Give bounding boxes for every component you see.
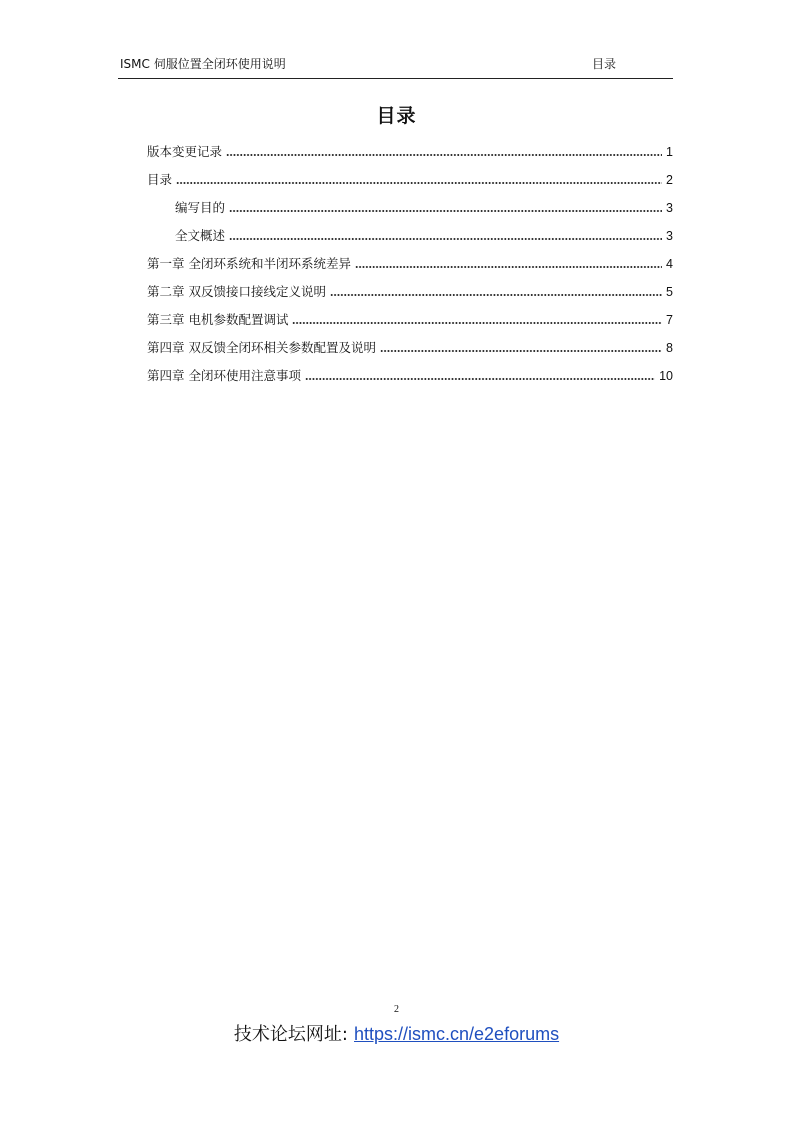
toc-entry-page: 4 (666, 257, 673, 271)
toc-dot-leader (226, 153, 662, 157)
toc-entry-page: 10 (659, 369, 673, 383)
toc-entry-page: 8 (666, 341, 673, 355)
toc-dot-leader (176, 181, 662, 185)
toc-entry-purpose[interactable] (175, 199, 673, 217)
toc-dot-leader (380, 349, 662, 353)
toc-dot-leader (305, 377, 655, 381)
toc-entry-label: 第一章 全闭环系统和半闭环系统差异 (147, 256, 351, 271)
toc-entry-label: 第四章 双反馈全闭环相关参数配置及说明 (147, 340, 376, 355)
toc-entry-page: 3 (666, 229, 673, 243)
toc-entry-chapter-4-params[interactable] (147, 339, 673, 357)
toc-entry-version-history[interactable] (147, 143, 673, 161)
toc-entry-chapter-4-notes[interactable] (147, 367, 673, 385)
toc-dot-leader (330, 293, 662, 297)
toc-entry-chapter-1[interactable] (147, 255, 673, 273)
toc-entry-label: 第三章 电机参数配置调试 (147, 312, 289, 327)
toc-entry-label: 第四章 全闭环使用注意事项 (147, 368, 301, 383)
toc-entry-label: 目录 (147, 172, 173, 187)
toc-entry-page: 2 (666, 173, 673, 187)
toc-entry-label: 编写目的 (175, 200, 226, 215)
toc-title: 目录 (376, 105, 417, 127)
toc-entry-page: 5 (666, 285, 673, 299)
toc-dot-leader (229, 237, 662, 241)
page-header (118, 56, 673, 79)
toc-dot-leader (292, 321, 662, 325)
page-number: 2 (394, 1004, 399, 1015)
toc-dot-leader (355, 265, 662, 269)
toc-entry-page: 1 (666, 145, 673, 159)
toc-entry-overview[interactable] (175, 227, 673, 245)
toc-dot-leader (229, 209, 662, 213)
toc-entry-label: 全文概述 (175, 228, 226, 243)
toc-entry-chapter-2[interactable] (147, 283, 673, 301)
footer-forum-label: 技术论坛网址: (233, 1024, 348, 1045)
toc-entry-page: 7 (666, 313, 673, 327)
toc-entry-contents[interactable] (147, 171, 673, 189)
footer-forum-line (0, 1022, 793, 1047)
toc-entry-chapter-3[interactable] (147, 311, 673, 329)
toc-entry-label: 第二章 双反馈接口接线定义说明 (147, 284, 326, 299)
toc-entry-label: 版本变更记录 (147, 144, 223, 159)
header-document-title: ISMC 伺服位置全闭环使用说明 (120, 57, 286, 71)
header-section-name: 目录 (592, 57, 617, 71)
forum-link[interactable]: https://ismc.cn/e2eforums (354, 1024, 560, 1044)
toc-entry-page: 3 (666, 201, 673, 215)
